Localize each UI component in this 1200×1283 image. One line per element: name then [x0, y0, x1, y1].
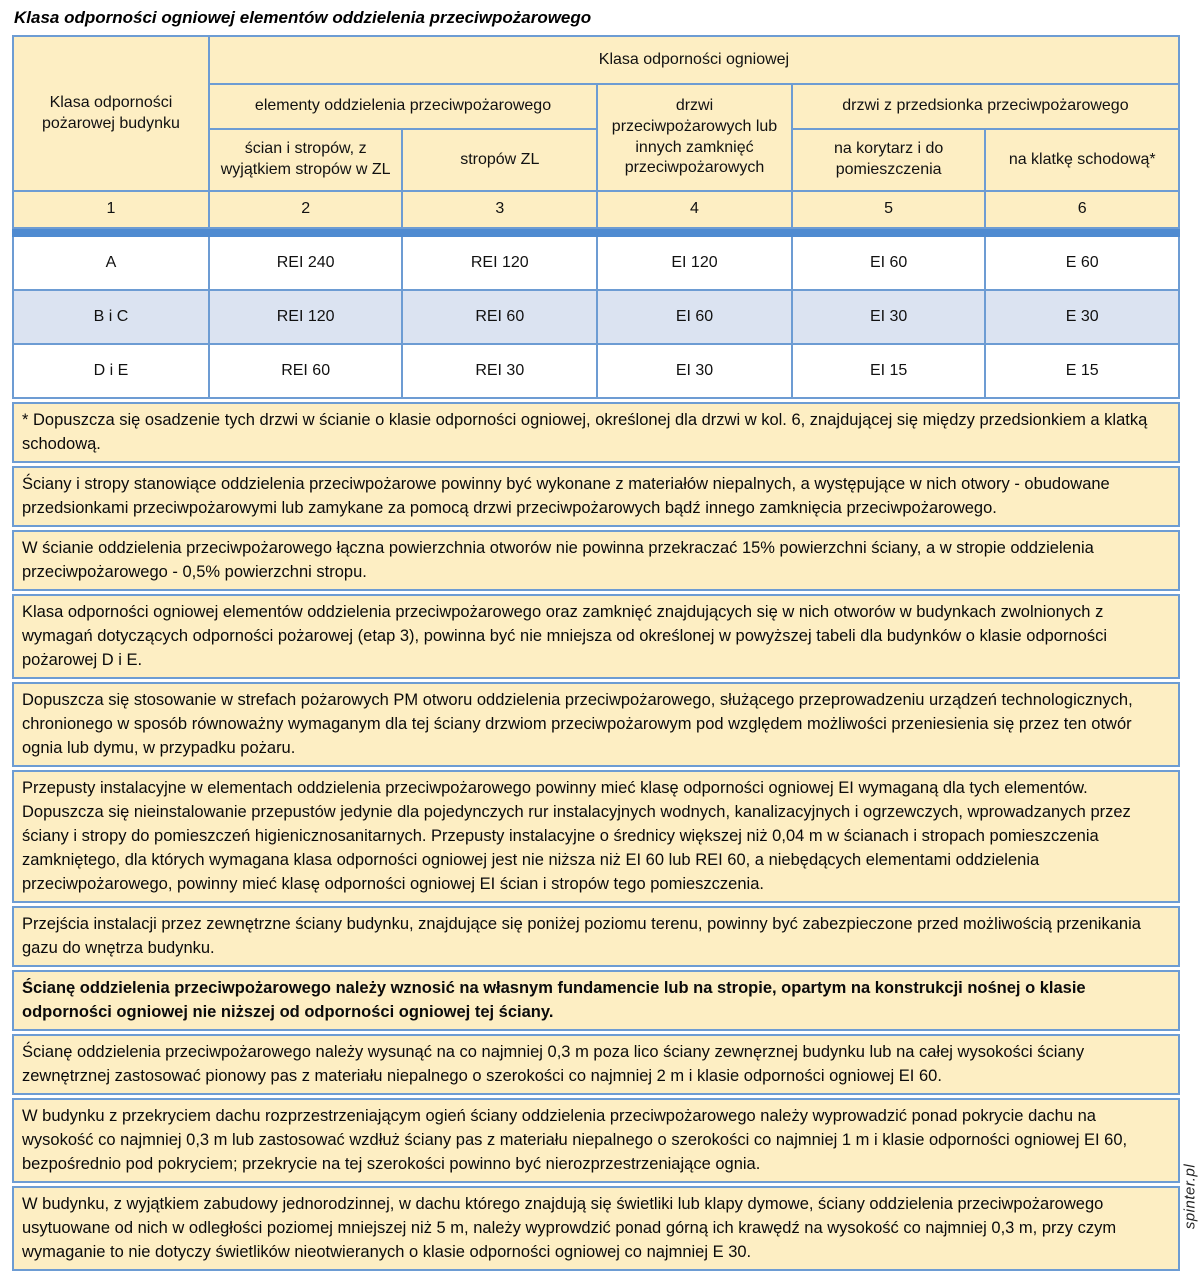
note-skylights: W budynku, z wyjątkiem zabudowy jednorodzinnej, w dachu którego znajdują się świetliki lub klapy dymowe, ściany oddzielenia przeciwpożarowego usytuowane od nich w odległości poziomej mniejszej niż 5 m, należy wyprowdzić ponad górną ich krawędź na wysokość co najmniej 0,3 m, przy czym wymaganie to nie dotyczy świetlików nieotwieranych o klasie odporności ogniowej co najmniej E 30. — [12, 1186, 1180, 1271]
header-cell-walls-ceilings: ścian i stropów, z wyjątkiem stropów w ZL — [209, 129, 403, 191]
column-number: 3 — [402, 191, 597, 228]
page-title: Klasa odporności ogniowej elementów oddzielenia przeciwpożarowego — [14, 8, 592, 27]
column-number: 6 — [985, 191, 1179, 228]
note-opening-area-limits: W ścianie oddzielenia przeciwpożarowego łączna powierzchnia otworów nie powinna przekraczać 15% powierzchni ściany, a w stropie oddzielenia przeciwpożarowego - 0,5% powierzchni stropu. — [12, 530, 1180, 591]
note-walls-ceilings-materials: Ściany i stropy stanowiące oddzielenia przeciwpożarowe powinny być wykonane z materiałów niepalnych, a występujące w nich otwory - obudowane przedsionkami przeciwpożarowymi lub zamykane za pomocą drzwi przeciwpożarowych bądź innego zamknięcia przeciwpożarowego. — [12, 466, 1180, 527]
table-row-bc — [13, 290, 1179, 344]
data-cell: REI 120 — [402, 236, 597, 290]
data-cell: REI 60 — [209, 344, 403, 398]
note-pm-zones-opening: Dopuszcza się stosowanie w strefach pożarowych PM otworu oddzielenia przeciwpożarowego, służącego przeprowadzeniu urządzeń technologicznych, chronionego w sposób równoważny wymaganym dla tej ściany drzwiom przeciwpożarowym pod względem możliwości przeniesienia się przez ten otwór ognia lub dymu, w przypadku pożaru. — [12, 682, 1180, 767]
notes-section — [12, 402, 1180, 1271]
watermark-spinter: spinter.pl — [1181, 1163, 1199, 1230]
note-external-wall-passages: Przejścia instalacji przez zewnętrzne ściany budynku, znajdujące się poniżej poziomu terenu, powinny być zabezpieczone przed możliwością przenikania gazu do wnętrza budynku. — [12, 906, 1180, 967]
row-label: A — [13, 236, 209, 290]
data-cell: REI 30 — [402, 344, 597, 398]
table-header-row-1 — [13, 36, 1179, 84]
data-cell: E 15 — [985, 344, 1179, 398]
header-cell-fire-doors: drzwi przeciwpożarowych lub innych zamknięć przeciwpożarowych — [597, 84, 792, 191]
data-cell: REI 240 — [209, 236, 403, 290]
data-cell: EI 120 — [597, 236, 792, 290]
table-row-de — [13, 344, 1179, 398]
note-exempt-buildings: Klasa odporności ogniowej elementów oddzielenia przeciwpożarowego oraz zamknięć znajdujących się w nich otworów w budynkach zwolnionych z wymagań dotyczących odporności pożarowej (etap 3), powinna być nie mniejsza od określonej w powyższej tabeli dla budynków o klasie odporności pożarowej D i E. — [12, 594, 1180, 679]
data-cell: EI 60 — [792, 236, 986, 290]
note-wall-foundation: Ścianę oddzielenia przeciwpożarowego należy wznosić na własnym fundamencie lub na stropie, opartym na konstrukcji nośnej o klasie odporności ogniowej nie niższej od odporności ogniowej tej ściany. — [12, 970, 1180, 1031]
table-row-a — [13, 236, 1179, 290]
data-cell: REI 60 — [402, 290, 597, 344]
header-cell-building-class: Klasa odporności pożarowej budynku — [13, 36, 209, 191]
data-cell: E 30 — [985, 290, 1179, 344]
header-cell-ceilings-zl: stropów ZL — [402, 129, 597, 191]
note-installation-penetrations: Przepusty instalacyjne w elementach oddzielenia przeciwpożarowego powinny mieć klasę odporności ogniowej EI wymaganą dla tych elementów. Dopuszcza się nieinstalowanie przepustów jedynie dla pojedynczych rur instalacyjnych wodnych, kanalizacyjnych i ogrzewczych, wprowadzanych przez ściany i stropy do pomieszczeń higienicznosanitarnych. Przepusty instalacyjne o średnicy większej niż 0,04 m w ścianach i stropach pomieszczenia zamkniętego, dla których wymagana klasa odporności ogniowej jest nie niższa niż EI 60 lub REI 60, a niebędących elementami oddzielenia przeciwpożarowego, powinny mieć klasę odporności ogniowej EI ścian i stropów tego pomieszczenia. — [12, 770, 1180, 903]
data-cell: E 60 — [985, 236, 1179, 290]
column-number: 5 — [792, 191, 986, 228]
header-cell-corridor: na korytarz i do pomieszczenia — [792, 129, 986, 191]
column-number: 4 — [597, 191, 792, 228]
data-cell: EI 15 — [792, 344, 986, 398]
separator-bar — [13, 228, 1179, 236]
data-cell: EI 30 — [597, 344, 792, 398]
data-cell: EI 30 — [792, 290, 986, 344]
row-label: B i C — [13, 290, 209, 344]
row-label: D i E — [13, 344, 209, 398]
note-footnote-asterisk: * Dopuszcza się osadzenie tych drzwi w ścianie o klasie odporności ogniowej, określonej dla drzwi w kol. 6, znajdującej się między przedsionkiem a klatką schodową. — [12, 402, 1180, 463]
data-cell: EI 60 — [597, 290, 792, 344]
fire-resistance-table — [12, 35, 1180, 399]
header-cell-separation-elements: elementy oddzielenia przeciwpożarowego — [209, 84, 597, 129]
note-roof-covering: W budynku z przekryciem dachu rozprzestrzeniającym ogień ściany oddzielenia przeciwpożarowego należy wyprowadzić ponad pokrycie dachu na wysokość co najmniej 0,3 m lub zastosować wzdłuż ściany pas z materiału niepalnego o szerokości co najmniej 1 m i klasie odporności ogniowej EI 60, bezpośrednio pod pokryciem; przekrycie na tej szerokości powinno być nierozprzestrzeniające ognia. — [12, 1098, 1180, 1183]
column-number-row — [13, 191, 1179, 228]
column-number: 1 — [13, 191, 209, 228]
header-cell-fire-resistance-class: Klasa odporności ogniowej — [209, 36, 1179, 84]
header-cell-staircase: na klatkę schodową* — [985, 129, 1179, 191]
column-number: 2 — [209, 191, 403, 228]
data-cell: REI 120 — [209, 290, 403, 344]
header-cell-vestibule-doors: drzwi z przedsionka przeciwpożarowego — [792, 84, 1179, 129]
note-wall-projection: Ścianę oddzielenia przeciwpożarowego należy wysunąć na co najmniej 0,3 m poza lico ściany zewnęrznej budynku lub na całej wysokości ściany zewnętrznej zastosować pionowy pas z materiału niepalnego o szerokości co najmniej 2 m i klasie odporności ogniowej EI 60. — [12, 1034, 1180, 1095]
